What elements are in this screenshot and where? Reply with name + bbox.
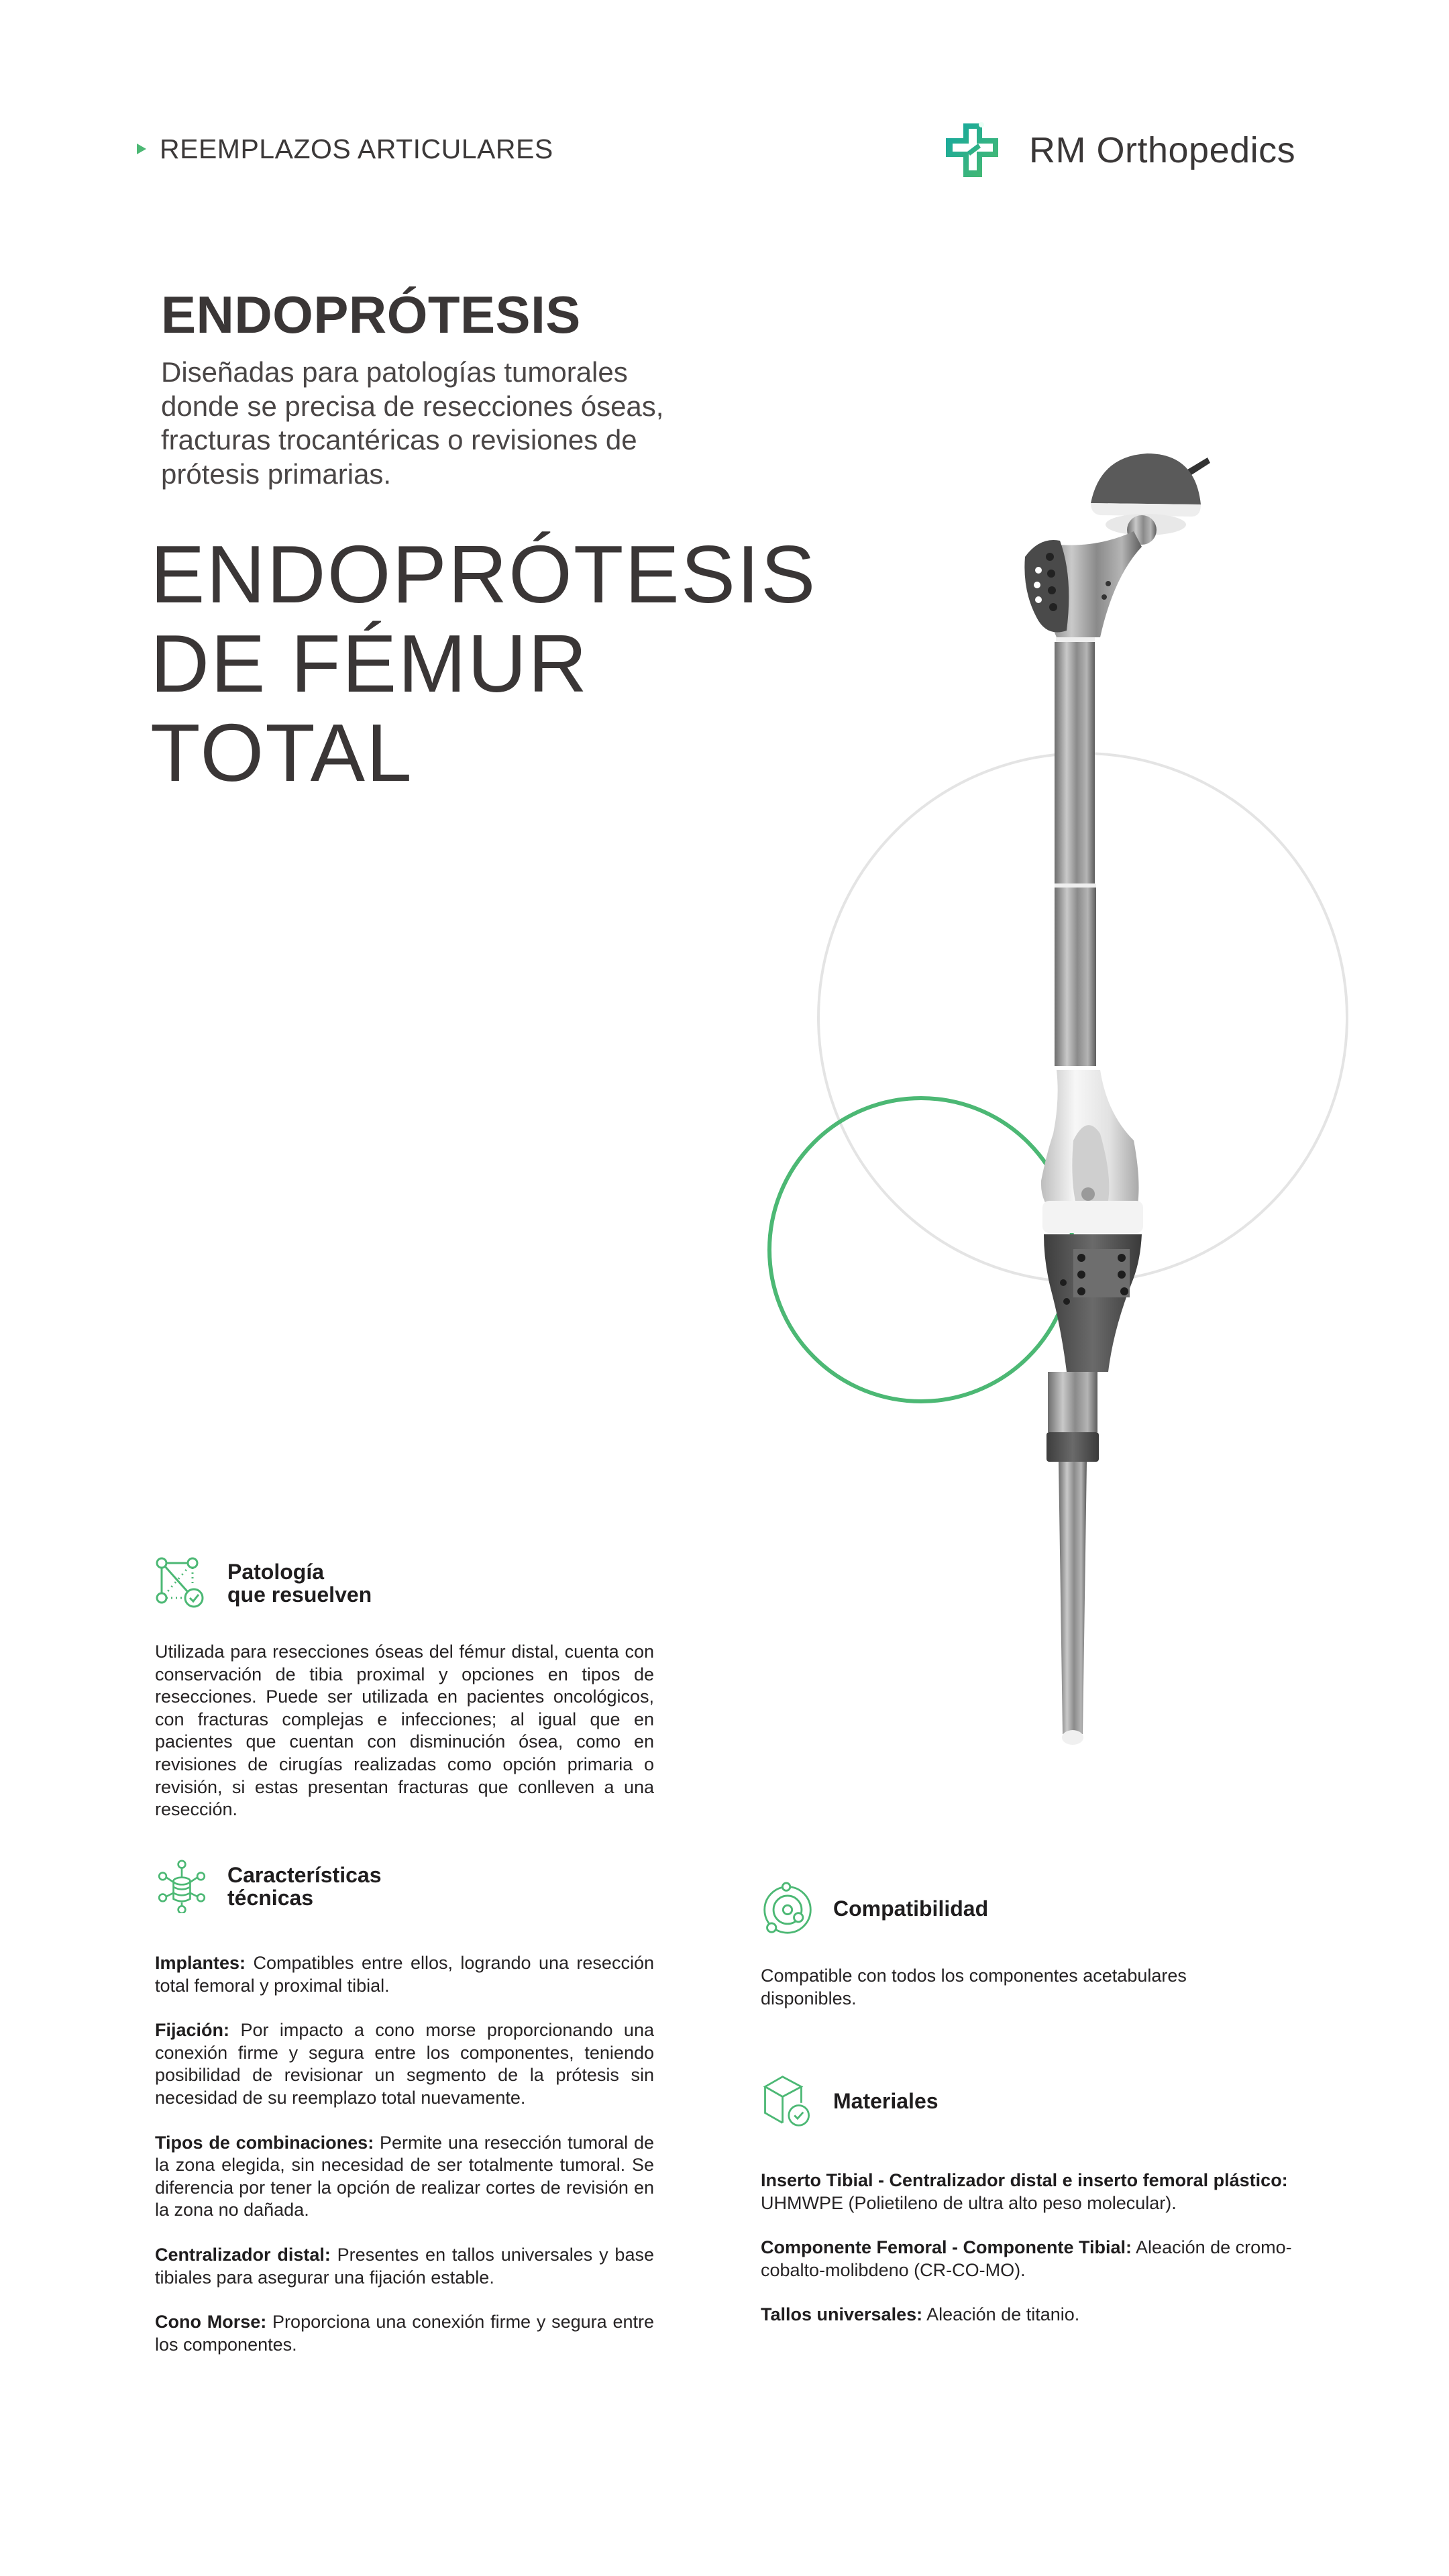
medical-cross-logo-icon xyxy=(943,121,1002,180)
item-text: Aleación de cromo-cobalto-molibdeno (CR-CO-MO). xyxy=(761,2237,1292,2280)
description-line: fracturas trocantéricas o revisiones de xyxy=(161,424,637,455)
item-text: Presentes en tallos universales y base tibiales para asegurar una fijación estable. xyxy=(155,2244,654,2288)
section-pathology xyxy=(155,1556,654,1821)
section-title: Compatibilidad xyxy=(833,1896,989,1921)
section-technical xyxy=(155,1860,654,2356)
section-title xyxy=(227,1560,372,1606)
item-label: Tipos de combinaciones: xyxy=(155,2132,374,2153)
item-label: Cono Morse: xyxy=(155,2312,267,2332)
product-title xyxy=(150,530,816,798)
technical-item xyxy=(155,2019,654,2109)
material-item xyxy=(761,2237,1338,2282)
section-title-line: que resuelven xyxy=(227,1582,372,1607)
item-label: Centralizador distal: xyxy=(155,2244,331,2265)
description-line: prótesis primarias. xyxy=(161,458,392,490)
item-label: Componente Femoral - Componente Tibial: xyxy=(761,2237,1132,2258)
total-femur-endoprosthesis-image xyxy=(966,443,1234,1758)
item-text: Por impacto a cono morse proporcionando una conexión firme y segura entre los componentes, teniendo posibilidad de revisionar un segmento de la prótesis sin necesidad de su reemplazo total nuevamente. xyxy=(155,2020,654,2108)
technical-item xyxy=(155,2244,654,2289)
orbit-icon xyxy=(761,1882,814,1935)
item-label: Implantes: xyxy=(155,1953,246,1973)
breadcrumb-label: REEMPLAZOS ARTICULARES xyxy=(160,133,553,164)
item-label: Fijación: xyxy=(155,2020,230,2041)
item-text: Compatibles entre ellos, logrando una resección total femoral y proximal tibial. xyxy=(155,1953,654,1996)
technical-list xyxy=(155,1952,654,2356)
product-title-line: DE FÉMUR xyxy=(150,618,589,709)
database-network-icon xyxy=(155,1860,209,1913)
item-text: UHMWPE (Polietileno de ultra alto peso molecular). xyxy=(761,2192,1177,2213)
box-check-icon xyxy=(761,2074,814,2128)
section-title xyxy=(227,1864,381,1909)
item-label: Inserto Tibial - Centralizador distal e inserto femoral plástico: xyxy=(761,2170,1288,2190)
description-line: donde se precisa de resecciones óseas, xyxy=(161,390,664,422)
item-text: Proporciona una conexión firme y segura entre los componentes. xyxy=(155,2312,654,2355)
materials-list xyxy=(761,2169,1371,2326)
technical-item xyxy=(155,1952,654,1997)
section-body: Utilizada para resecciones óseas del fémur distal, cuenta con conservación de tibia proximal y opciones en tipos de resecciones. Puede ser utilizada en pacientes oncológicos, con fracturas complejas e infecciones; al igual que en pacientes que cuentan con disminución ósea, como en revisiones de cirugías realizadas como opción primaria o revisión, si estas presentan fracturas que conlleven a una resección. xyxy=(155,1642,654,1820)
section-header xyxy=(155,1860,654,1913)
section-header xyxy=(761,1882,1371,1935)
material-item xyxy=(761,2169,1371,2214)
material-item xyxy=(761,2304,1371,2326)
product-title-line: TOTAL xyxy=(150,707,413,798)
triangle-bullet-icon xyxy=(137,144,146,154)
section-title-line: técnicas xyxy=(227,1886,314,1910)
technical-item xyxy=(155,2132,654,2222)
item-label: Tallos universales: xyxy=(761,2304,923,2325)
description-line: Diseñadas para patologías tumorales xyxy=(161,356,628,388)
product-title-line: ENDOPRÓTESIS xyxy=(150,529,817,620)
section-header xyxy=(155,1556,654,1610)
breadcrumb xyxy=(137,131,553,166)
section-header xyxy=(761,2074,1371,2128)
section-compatibility xyxy=(761,1882,1371,2010)
brand-logo xyxy=(943,121,1295,180)
item-text: Permite una resección tumoral de la zona elegida, sin necesidad de ser totalmente tumoral. Se diferencia por tener la opción de realizar cortes de revisión en la zona no dañada. xyxy=(155,2132,654,2220)
section-title: Materiales xyxy=(833,2089,938,2113)
network-check-icon xyxy=(155,1556,209,1610)
category-description xyxy=(161,356,738,491)
technical-item xyxy=(155,2311,654,2356)
brand-name: RM Orthopedics xyxy=(1029,130,1296,170)
item-text: Aleación de titanio. xyxy=(926,2304,1080,2325)
section-title-line: Características xyxy=(227,1863,382,1887)
section-title-line: Patología xyxy=(227,1560,325,1584)
category-heading: ENDOPRÓTESIS xyxy=(161,285,581,344)
section-body: Compatible con todos los componentes acetabulares disponibles. xyxy=(761,1966,1187,2008)
section-materials xyxy=(761,2074,1371,2326)
